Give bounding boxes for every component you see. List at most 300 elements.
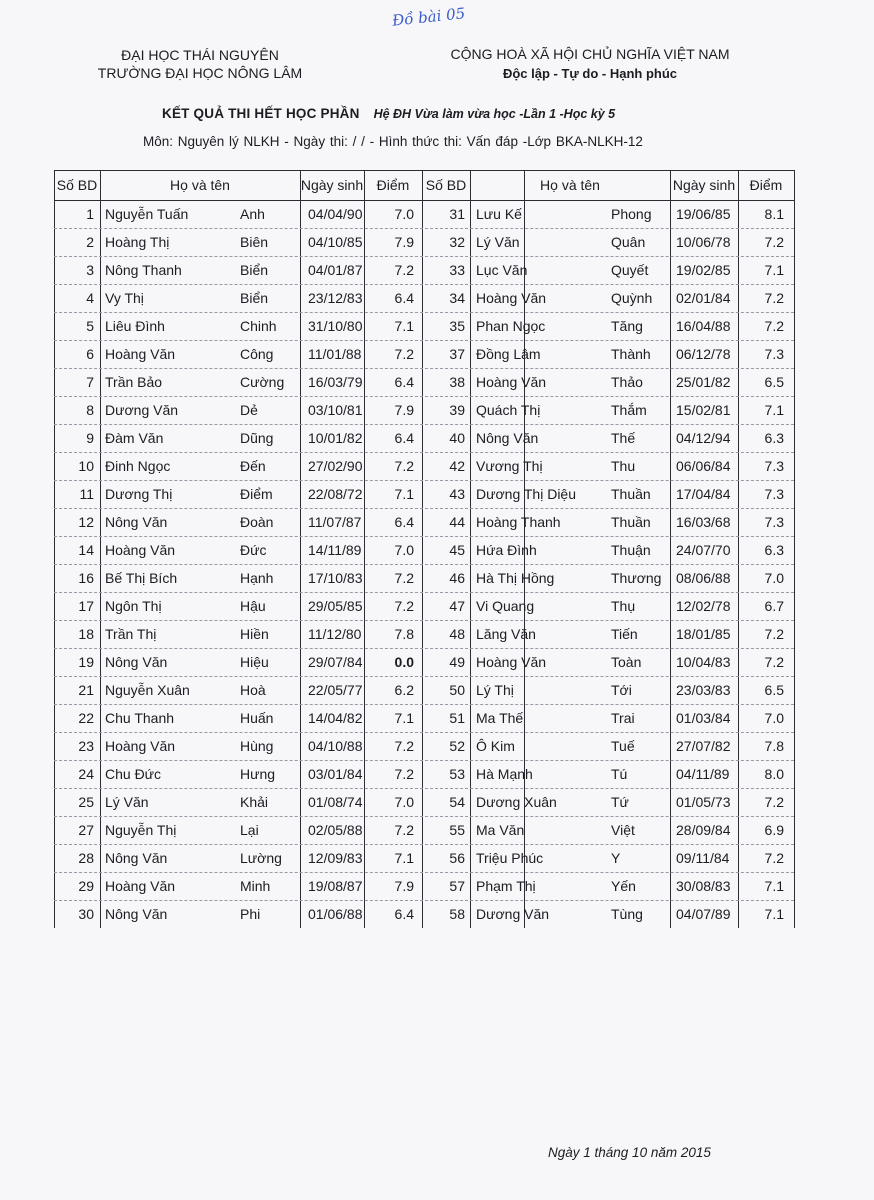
student-number: 56 (449, 850, 465, 866)
student-number: 47 (449, 598, 465, 614)
student-given-name: Quyết (611, 262, 649, 278)
handwritten-note: Đồ bài 05 (391, 4, 466, 30)
student-score: 7.2 (764, 794, 784, 810)
student-dob: 17/10/83 (308, 570, 363, 586)
student-dob: 04/07/89 (676, 906, 731, 922)
student-number: 9 (86, 430, 94, 446)
student-given-name: Yến (611, 878, 636, 894)
student-given-name: Tú (611, 766, 628, 782)
student-score: 6.3 (764, 542, 784, 558)
student-surname: Dương Thị Diệu (476, 486, 577, 502)
student-dob: 01/08/74 (308, 794, 363, 810)
student-dob: 16/03/79 (308, 374, 363, 390)
student-score: 7.2 (764, 654, 784, 670)
student-dob: 19/08/87 (308, 878, 363, 894)
student-dob: 27/02/90 (308, 458, 363, 474)
student-number: 5 (86, 318, 94, 334)
student-score: 6.4 (394, 906, 414, 922)
student-given-name: Hưng (240, 766, 276, 782)
student-dob: 29/07/84 (308, 654, 363, 670)
student-score: 7.8 (764, 738, 784, 754)
student-score: 7.1 (394, 486, 414, 502)
header-name: Họ và tên (170, 177, 230, 193)
student-given-name: Thành (611, 346, 651, 362)
university-name: ĐẠI HỌC THÁI NGUYÊN (121, 47, 279, 63)
student-number: 39 (449, 402, 465, 418)
student-given-name: Dẻ (240, 402, 258, 418)
student-score: 7.0 (764, 570, 784, 586)
student-given-name: Huấn (240, 710, 274, 726)
student-surname: Lưu Kế (476, 206, 522, 222)
student-dob: 04/11/89 (676, 766, 730, 782)
student-score: 7.3 (764, 458, 784, 474)
column-divider (794, 170, 795, 928)
student-dob: 29/05/85 (308, 598, 363, 614)
student-given-name: Toàn (611, 654, 642, 670)
student-score: 7.1 (394, 710, 414, 726)
student-given-name: Tùng (611, 906, 643, 922)
student-number: 10 (78, 458, 94, 474)
student-surname: Dương Xuân (476, 794, 557, 810)
student-dob: 16/04/88 (676, 318, 731, 334)
student-given-name: Dũng (240, 430, 274, 446)
student-dob: 11/12/80 (308, 626, 362, 642)
student-dob: 03/10/81 (308, 402, 363, 418)
student-number: 44 (449, 514, 465, 530)
student-number: 7 (86, 374, 94, 390)
student-surname: Hoàng Thanh (476, 514, 561, 530)
student-dob: 18/01/85 (676, 626, 731, 642)
table-row (54, 508, 794, 536)
student-number: 43 (449, 486, 465, 502)
student-number: 6 (86, 346, 94, 362)
table-row (54, 564, 794, 592)
student-score: 7.8 (394, 626, 414, 642)
student-surname: Trần Bảo (105, 374, 163, 390)
student-number: 49 (449, 654, 465, 670)
student-score: 6.5 (764, 374, 784, 390)
student-score: 6.4 (394, 374, 414, 390)
student-surname: Hoàng Văn (476, 290, 547, 306)
student-surname: Lý Thị (476, 682, 514, 698)
student-dob: 10/01/82 (308, 430, 363, 446)
student-number: 46 (449, 570, 465, 586)
student-surname: Ngôn Thị (105, 598, 162, 614)
table-row (54, 872, 794, 900)
student-score: 7.2 (764, 318, 784, 334)
student-number: 27 (78, 822, 94, 838)
student-surname: Nông Văn (476, 430, 539, 446)
student-number: 37 (449, 346, 465, 362)
student-dob: 14/04/82 (308, 710, 363, 726)
student-given-name: Điểm (240, 486, 273, 502)
student-score: 7.2 (394, 458, 414, 474)
student-surname: Nông Văn (105, 514, 168, 530)
title-detail: Hệ ĐH Vừa làm vừa học -Lần 1 -Học kỳ 5 (373, 107, 616, 121)
student-number: 11 (79, 486, 94, 502)
student-dob: 04/10/88 (308, 738, 363, 754)
student-surname: Lăng Văn (476, 626, 536, 642)
student-dob: 04/10/85 (308, 234, 363, 250)
student-dob: 06/12/78 (676, 346, 731, 362)
student-dob: 14/11/89 (308, 542, 362, 558)
student-dob: 01/06/88 (308, 906, 363, 922)
student-score: 7.1 (764, 906, 784, 922)
student-number: 51 (449, 710, 465, 726)
table-row (54, 284, 794, 312)
student-given-name: Thế (611, 430, 636, 446)
student-surname: Phạm Thị (476, 878, 536, 894)
student-number: 8 (86, 402, 94, 418)
student-number: 22 (78, 710, 94, 726)
document-title (162, 106, 615, 121)
student-dob: 23/03/83 (676, 682, 731, 698)
header-sbd: Số BD (56, 177, 98, 193)
student-number: 25 (78, 794, 94, 810)
school-name: TRƯỜNG ĐẠI HỌC NÔNG LÂM (97, 65, 303, 81)
student-number: 4 (86, 290, 94, 306)
student-score: 7.1 (394, 850, 414, 866)
student-surname: Nguyễn Thị (105, 822, 177, 838)
student-surname: Nguyễn Tuấn (105, 206, 189, 222)
student-surname: Nông Văn (105, 850, 168, 866)
student-number: 57 (449, 878, 465, 894)
student-score: 7.3 (764, 346, 784, 362)
student-surname: Quách Thị (476, 402, 541, 418)
student-number: 18 (78, 626, 94, 642)
student-given-name: Hậu (240, 598, 266, 614)
table-row (54, 732, 794, 760)
student-number: 28 (78, 850, 94, 866)
student-surname: Dương Văn (105, 402, 179, 418)
table-row (54, 900, 794, 928)
student-dob: 15/02/81 (676, 402, 731, 418)
student-given-name: Biển (240, 262, 269, 278)
table-row (54, 760, 794, 788)
country-name: CỘNG HOÀ XÃ HỘI CHỦ NGHĨA VIỆT NAM (450, 46, 730, 62)
student-score: 7.0 (394, 794, 414, 810)
table-row (54, 424, 794, 452)
student-dob: 27/07/82 (676, 738, 731, 754)
table-row (54, 620, 794, 648)
student-given-name: Đức (240, 542, 267, 558)
student-given-name: Anh (240, 206, 265, 222)
table-row (54, 676, 794, 704)
student-dob: 04/12/94 (676, 430, 731, 446)
student-score: 7.2 (394, 570, 414, 586)
student-given-name: Quân (611, 234, 646, 250)
student-surname: Triệu Phúc (476, 850, 544, 866)
student-given-name: Quỳnh (611, 290, 653, 306)
student-dob: 12/02/78 (676, 598, 731, 614)
student-score: 6.2 (394, 682, 414, 698)
header-dob: Ngày sinh (300, 177, 364, 193)
student-surname: Đinh Ngọc (105, 458, 171, 474)
student-surname: Vi Quang (476, 598, 535, 614)
national-motto: Độc lập - Tự do - Hạnh phúc (502, 66, 678, 81)
student-dob: 02/05/88 (308, 822, 363, 838)
student-given-name: Công (240, 346, 274, 362)
student-dob: 06/06/84 (676, 458, 731, 474)
student-given-name: Tuế (611, 738, 635, 754)
student-number: 12 (78, 514, 94, 530)
student-given-name: Phi (240, 906, 261, 922)
student-surname: Hoàng Văn (105, 738, 176, 754)
table-row (54, 340, 794, 368)
header-name-right: Họ và tên (540, 177, 600, 193)
student-surname: Hoàng Văn (105, 878, 176, 894)
student-number: 31 (449, 206, 465, 222)
student-surname: Dương Thị (105, 486, 173, 502)
student-given-name: Lại (240, 822, 259, 838)
student-score: 7.1 (764, 262, 784, 278)
student-given-name: Thụ (611, 598, 636, 614)
exam-info: Môn: Nguyên lý NLKH - Ngày thi: / / - Hình thức thi: Vấn đáp -Lớp BKA-NLKH-12 (143, 134, 643, 149)
table-row (54, 312, 794, 340)
header-score: Điểm (376, 177, 410, 193)
student-surname: Ô Kim (476, 738, 515, 754)
student-score: 7.2 (394, 738, 414, 754)
student-number: 16 (78, 570, 94, 586)
student-given-name: Cường (240, 374, 285, 390)
student-dob: 31/10/80 (308, 318, 363, 334)
student-given-name: Biển (240, 290, 269, 306)
student-given-name: Trai (611, 710, 635, 726)
student-surname: Chu Đức (105, 766, 162, 782)
student-dob: 30/08/83 (676, 878, 731, 894)
student-surname: Ma Thế (476, 710, 524, 726)
student-score: 7.2 (394, 346, 414, 362)
student-given-name: Hạnh (240, 570, 274, 586)
student-score: 6.4 (394, 514, 414, 530)
student-dob: 12/09/83 (308, 850, 363, 866)
student-given-name: Hùng (240, 738, 274, 754)
student-number: 21 (78, 682, 94, 698)
student-given-name: Đến (240, 458, 266, 474)
student-given-name: Phong (611, 206, 652, 222)
student-surname: Lục Văn (476, 262, 528, 278)
student-dob: 16/03/68 (676, 514, 731, 530)
student-score: 7.2 (394, 766, 414, 782)
student-number: 35 (449, 318, 465, 334)
student-given-name: Thuận (611, 542, 651, 558)
student-score: 6.4 (394, 430, 414, 446)
student-given-name: Thắm (611, 402, 647, 418)
student-score: 7.3 (764, 514, 784, 530)
table-row (54, 788, 794, 816)
student-dob: 01/03/84 (676, 710, 731, 726)
student-number: 48 (449, 626, 465, 642)
student-score: 8.0 (764, 766, 784, 782)
student-score: 7.2 (394, 598, 414, 614)
student-dob: 10/04/83 (676, 654, 731, 670)
student-score: 8.1 (764, 206, 784, 222)
student-number: 3 (86, 262, 94, 278)
student-score: 7.1 (764, 878, 784, 894)
student-given-name: Tiến (611, 626, 638, 642)
student-number: 32 (449, 234, 465, 250)
student-surname: Đồng Lâm (476, 346, 541, 362)
student-number: 42 (449, 458, 465, 474)
student-number: 45 (449, 542, 465, 558)
student-dob: 04/04/90 (308, 206, 363, 222)
student-surname: Hà Thị Hồng (476, 570, 555, 586)
student-score: 7.1 (394, 318, 414, 334)
student-given-name: Hiền (240, 626, 269, 642)
student-dob: 08/06/88 (676, 570, 731, 586)
student-score: 7.9 (394, 878, 414, 894)
student-dob: 22/05/77 (308, 682, 363, 698)
student-given-name: Thảo (611, 374, 643, 390)
student-given-name: Thuần (611, 486, 651, 502)
student-number: 55 (449, 822, 465, 838)
student-surname: Chu Thanh (105, 710, 175, 726)
student-dob: 23/12/83 (308, 290, 363, 306)
student-given-name: Tăng (611, 318, 643, 334)
student-given-name: Minh (240, 878, 271, 894)
student-surname: Nông Thanh (105, 262, 182, 278)
student-surname: Lý Văn (476, 234, 520, 250)
student-given-name: Chinh (240, 318, 277, 334)
student-given-name: Hoà (240, 682, 266, 698)
student-score: 6.3 (764, 430, 784, 446)
table-row (54, 452, 794, 480)
student-number: 40 (449, 430, 465, 446)
table-row (54, 648, 794, 676)
student-surname: Bế Thị Bích (105, 570, 178, 586)
student-dob: 11/01/88 (308, 346, 362, 362)
student-given-name: Khải (240, 794, 269, 810)
footer-date: Ngày 1 tháng 10 năm 2015 (548, 1145, 711, 1160)
student-number: 34 (449, 290, 465, 306)
table-row (54, 396, 794, 424)
student-given-name: Tứ (611, 794, 629, 810)
student-number: 23 (78, 738, 94, 754)
title-main: KẾT QUẢ THI HẾT HỌC PHẦN (162, 106, 360, 121)
student-surname: Nguyễn Xuân (105, 682, 190, 698)
header-score-right: Điểm (749, 177, 783, 193)
student-dob: 02/01/84 (676, 290, 731, 306)
student-score: 6.7 (764, 598, 784, 614)
student-dob: 11/07/87 (308, 514, 362, 530)
student-score: 7.9 (394, 402, 414, 418)
student-number: 17 (78, 598, 94, 614)
student-surname: Đàm Văn (105, 430, 164, 446)
student-number: 14 (78, 542, 94, 558)
student-given-name: Đoàn (240, 514, 274, 530)
student-surname: Liêu Đình (105, 318, 165, 334)
student-surname: Ma Văn (476, 822, 525, 838)
student-number: 52 (449, 738, 465, 754)
student-surname: Nông Văn (105, 654, 168, 670)
student-dob: 24/07/70 (676, 542, 731, 558)
student-number: 54 (449, 794, 465, 810)
student-score: 7.2 (764, 234, 784, 250)
student-score: 6.4 (394, 290, 414, 306)
table-row (54, 704, 794, 732)
student-given-name: Thuần (611, 514, 651, 530)
institution-header (70, 46, 330, 82)
table-row (54, 200, 794, 228)
student-surname: Dương Văn (476, 906, 550, 922)
student-given-name: Lường (240, 850, 282, 866)
student-number: 19 (78, 654, 94, 670)
student-score: 7.0 (764, 710, 784, 726)
student-surname: Vy Thị (105, 290, 144, 306)
student-dob: 19/06/85 (676, 206, 731, 222)
student-dob: 17/04/84 (676, 486, 731, 502)
student-surname: Phan Ngọc (476, 318, 546, 334)
student-number: 33 (449, 262, 465, 278)
student-number: 24 (78, 766, 94, 782)
student-score: 7.1 (764, 402, 784, 418)
student-dob: 19/02/85 (676, 262, 731, 278)
student-given-name: Y (611, 850, 621, 866)
student-number: 38 (449, 374, 465, 390)
table-row (54, 228, 794, 256)
student-given-name: Tới (611, 682, 632, 698)
student-number: 50 (449, 682, 465, 698)
student-score: 7.0 (394, 206, 414, 222)
table-row (54, 368, 794, 396)
student-surname: Hoàng Thị (105, 234, 170, 250)
student-dob: 04/01/87 (308, 262, 363, 278)
student-dob: 25/01/82 (676, 374, 731, 390)
student-dob: 03/01/84 (308, 766, 363, 782)
national-header (420, 44, 760, 84)
student-given-name: Việt (611, 822, 635, 838)
student-score: 6.5 (764, 682, 784, 698)
student-surname: Hà Mạnh (476, 766, 533, 782)
student-given-name: Hiệu (240, 654, 269, 670)
student-number: 30 (78, 906, 94, 922)
student-given-name: Thu (611, 458, 636, 474)
student-score: 7.2 (394, 822, 414, 838)
student-score: 6.9 (764, 822, 784, 838)
student-dob: 28/09/84 (676, 822, 731, 838)
student-score: 7.2 (764, 626, 784, 642)
table-row (54, 816, 794, 844)
student-number: 29 (78, 878, 94, 894)
student-surname: Hứa Đình (476, 542, 537, 558)
student-surname: Nông Văn (105, 906, 168, 922)
student-number: 58 (449, 906, 465, 922)
student-surname: Hoàng Văn (105, 542, 176, 558)
student-dob: 22/08/72 (308, 486, 363, 502)
student-score: 7.3 (764, 486, 784, 502)
table-row (54, 844, 794, 872)
student-dob: 01/05/73 (676, 794, 731, 810)
student-given-name: Thương (611, 570, 662, 586)
student-number: 1 (86, 206, 94, 222)
student-score: 7.2 (764, 850, 784, 866)
table-row (54, 536, 794, 564)
student-surname: Hoàng Văn (105, 346, 176, 362)
student-score: 7.2 (394, 262, 414, 278)
student-number: 53 (449, 766, 465, 782)
student-surname: Vương Thị (476, 458, 543, 474)
student-dob: 09/11/84 (676, 850, 730, 866)
student-surname: Trần Thị (105, 626, 157, 642)
table-row (54, 480, 794, 508)
student-score: 7.2 (764, 290, 784, 306)
header-dob-right: Ngày sinh (672, 177, 736, 193)
student-score: 7.9 (394, 234, 414, 250)
table-row (54, 592, 794, 620)
table-row (54, 256, 794, 284)
student-given-name: Biên (240, 234, 269, 250)
student-dob: 10/06/78 (676, 234, 731, 250)
